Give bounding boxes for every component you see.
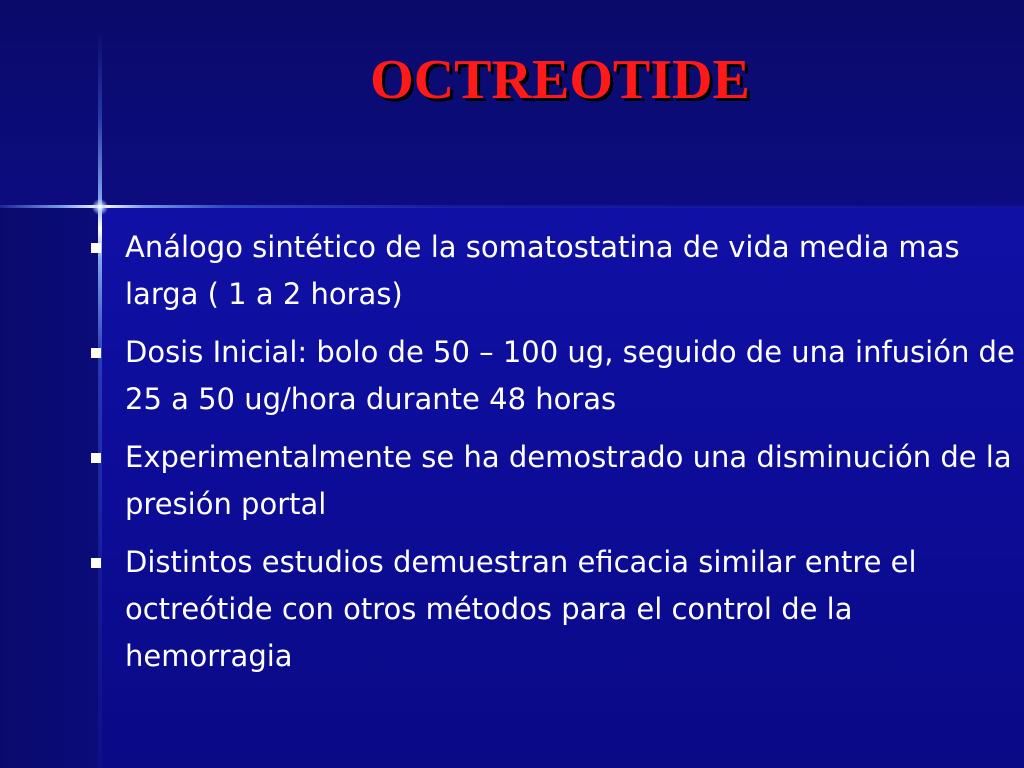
square-bullet-icon: [91, 348, 101, 358]
bullet-text: Dosis Inicial: bolo de 50 – 100 ug, seguido de una infusión de 25 a 50 ug/hora durante 48 horas: [125, 335, 1015, 416]
slide-left-band: [0, 207, 100, 768]
bullet-text: Experimentalmente se ha demostrado una disminución de la presión portal: [125, 440, 1012, 521]
light-flare-star-icon: [92, 199, 108, 215]
square-bullet-icon: [91, 243, 101, 253]
square-bullet-icon: [91, 558, 101, 568]
bullet-text: Distintos estudios demuestran eficacia similar entre el octreótide con otros métodos para el control de la hemorragia: [125, 545, 917, 673]
bullet-item: [87, 224, 1017, 318]
light-flare-horizontal: [0, 205, 1024, 208]
square-bullet-icon: [91, 453, 101, 463]
bullet-text: Análogo sintético de la somatostatina de vida media mas larga ( 1 a 2 horas): [125, 230, 960, 311]
bullet-list: [87, 224, 1017, 691]
bullet-item: [87, 539, 1017, 680]
slide-title: OCTREOTIDE: [370, 49, 750, 111]
bullet-item: [87, 329, 1017, 423]
bullet-item: [87, 434, 1017, 528]
